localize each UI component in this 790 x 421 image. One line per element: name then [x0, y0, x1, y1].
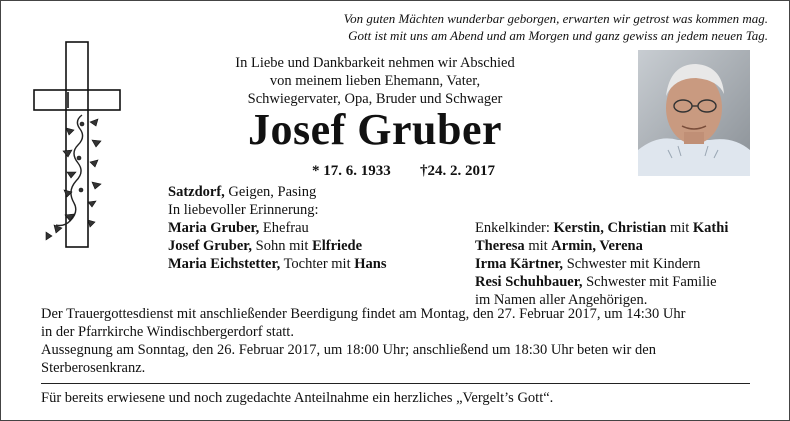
cross-with-ivy-icon: [32, 40, 122, 255]
motto-line-1: Von guten Mächten wunderbar geborgen, erwarten wir getrost was kommen mag.: [343, 11, 768, 26]
deceased-name: Josef Gruber: [247, 105, 503, 154]
left-family-list: [168, 219, 387, 273]
service-line-4: Sterberosenkranz.: [41, 360, 146, 376]
portrait-photo: [638, 50, 750, 176]
birth-date: * 17. 6. 1933: [312, 163, 391, 179]
family-entry: Theresa mit Armin, Verena: [475, 238, 643, 254]
service-line-2: in der Pfarrkirche Windischbergerdorf statt.: [41, 324, 294, 340]
divider: [41, 383, 750, 384]
service-line-3: Aussegnung am Sonntag, den 26. Februar 2017, um 18:00 Uhr; anschließend um 18:30 Uhr beten wir den: [41, 342, 656, 358]
farewell-intro: [200, 54, 550, 108]
family-entry: Maria Gruber, Ehefrau: [168, 220, 309, 236]
family-entry: Irma Kärtner, Schwester mit Kindern: [475, 256, 701, 272]
intro-line: Schwiegervater, Opa, Bruder und Schwager: [247, 91, 503, 107]
intro-line: In Liebe und Dankbarkeit nehmen wir Abschied: [235, 55, 515, 71]
family-entry: Josef Gruber, Sohn mit Elfriede: [168, 238, 363, 254]
family-entry: Resi Schuhbauer, Schwester mit Familie: [475, 274, 717, 290]
remembrance-label: In liebevoller Erinnerung:: [168, 202, 319, 218]
place-main: Satzdorf,: [168, 184, 225, 200]
places: [168, 183, 316, 201]
family-entry: Maria Eichstetter, Tochter mit Hans: [168, 256, 387, 272]
intro-line: von meinem lieben Ehemann, Vater,: [269, 73, 481, 89]
family-entry: im Namen aller Angehörigen.: [475, 292, 648, 308]
right-family-list: [475, 219, 728, 309]
motto-line-2: Gott ist mit uns am Abend und am Morgen und ganz gewiss an jedem neuen Tag.: [348, 28, 768, 43]
thanks-line: Für bereits erwiesene und noch zugedachte Anteilnahme ein herzliches „Vergelt’s Gott“.: [41, 390, 554, 406]
death-date: †24. 2. 2017: [420, 163, 495, 179]
family-entry: Enkelkinder: Kerstin, Christian mit Kathi: [475, 220, 729, 236]
service-line-1: Der Trauergottesdienst mit anschließender Beerdigung findet am Montag, den 27. Februar 2017, um 14:30 Uhr: [41, 306, 686, 322]
place-others: Geigen, Pasing: [224, 184, 317, 200]
